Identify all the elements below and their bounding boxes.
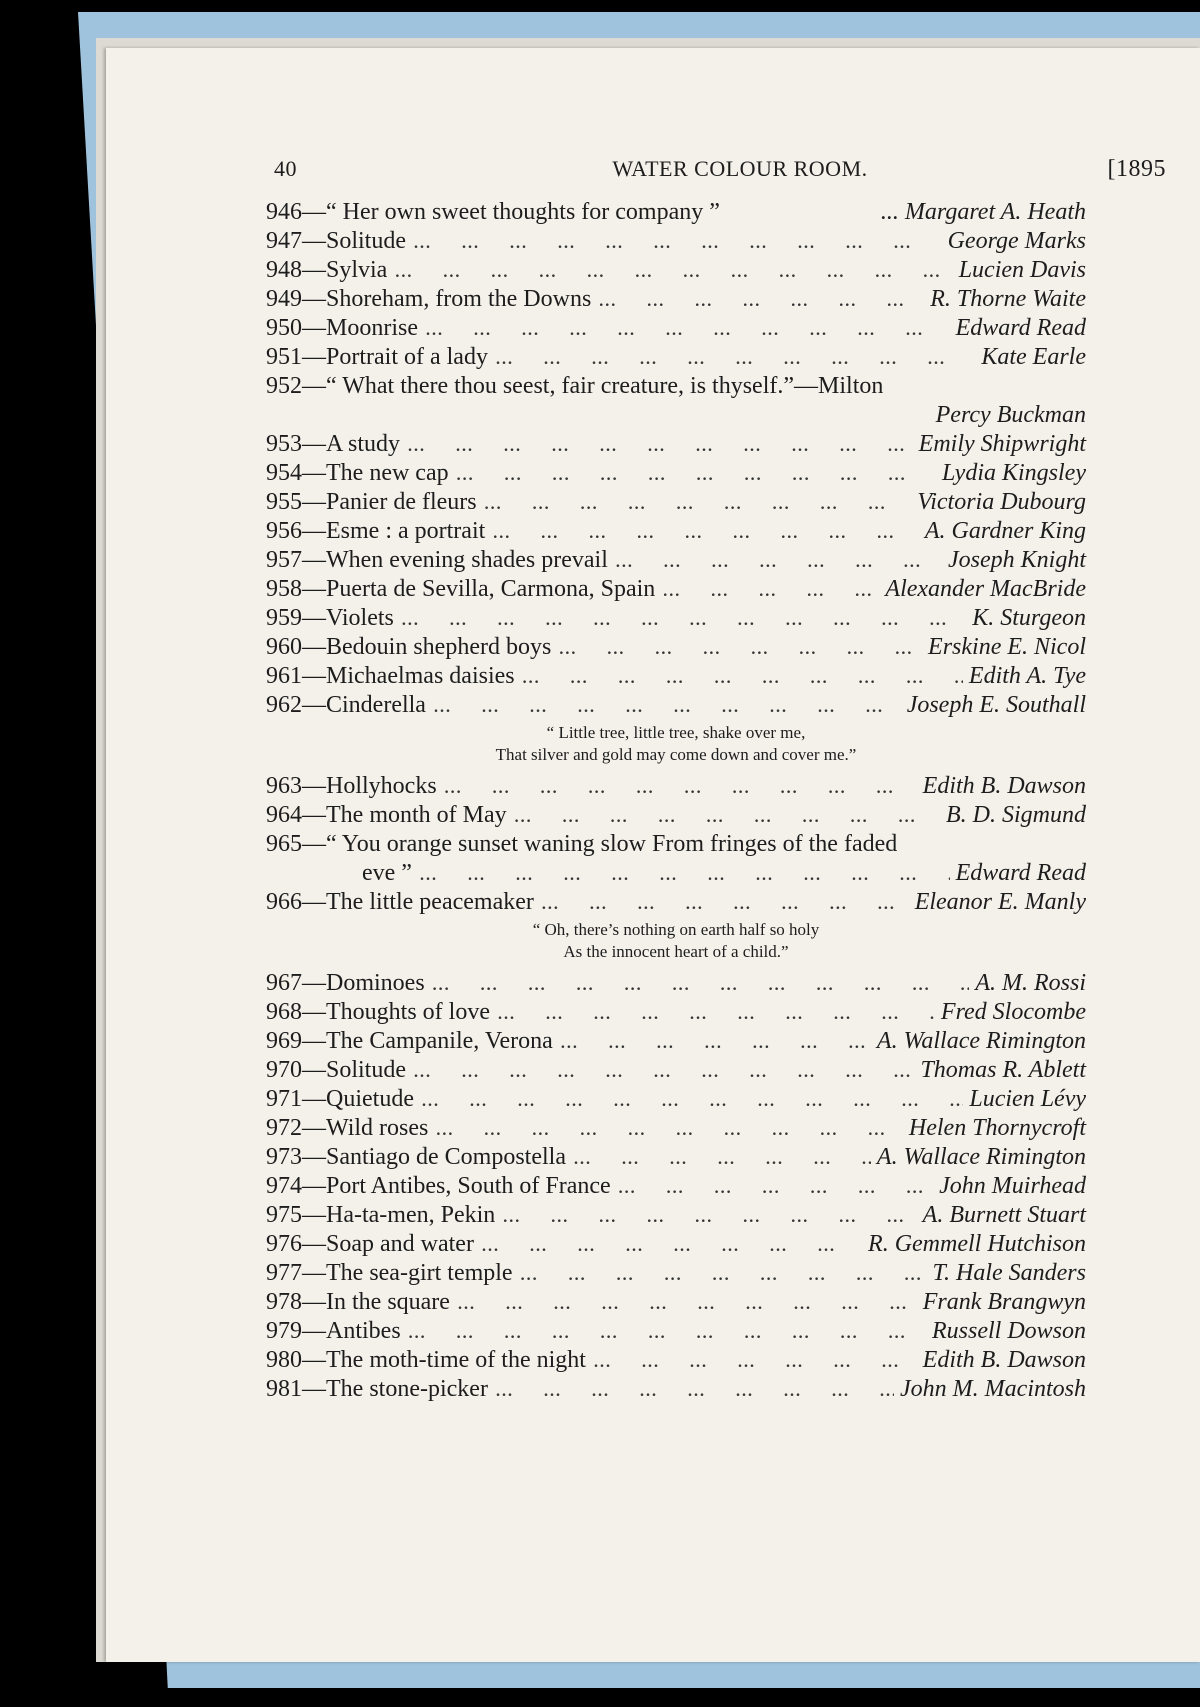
entry-artist: Alexander MacBride — [885, 576, 1086, 602]
entry-artist: Edward Read — [955, 860, 1086, 886]
entry-title: 952—“ What there thou seest, fair creature, is thyself.”—Milton — [266, 373, 884, 399]
dot-leader — [561, 1029, 871, 1058]
entry-artist: Eleanor E. Manly — [914, 889, 1086, 915]
section-title: WATER COLOUR ROOM. — [612, 156, 868, 181]
entry-artist: Russell Dowson — [931, 1318, 1086, 1344]
catalogue-list — [266, 198, 1086, 1404]
entry-artist: A. Wallace Rimington — [876, 1028, 1086, 1054]
dot-leader — [414, 1058, 914, 1087]
entry-950 — [266, 314, 1086, 343]
entry-artist: John M. Macintosh — [900, 1376, 1086, 1402]
entry-title: 980—The moth-time of the night — [266, 1347, 586, 1373]
entry-title: 955—Panier de fleurs — [266, 489, 477, 515]
dot-leader — [515, 803, 940, 832]
dot-leader — [619, 1174, 933, 1203]
entry-artist: T. Hale Sanders — [932, 1260, 1086, 1286]
quote-line: As the innocent heart of a child.” — [563, 942, 789, 961]
entry-title: 949—Shoreham, from the Downs — [266, 286, 592, 312]
entry-956 — [266, 517, 1086, 546]
entry-artist: R. Gemmell Hutchison — [868, 1231, 1086, 1257]
dot-leader — [409, 1319, 926, 1348]
entry-977 — [266, 1259, 1086, 1288]
entry-title: 961—Michaelmas daisies — [266, 663, 515, 689]
entry-967 — [266, 969, 1086, 998]
dot-leader — [408, 432, 913, 461]
entry-976 — [266, 1230, 1086, 1259]
dot-leader — [616, 548, 942, 577]
entry-969 — [266, 1027, 1086, 1056]
entry-artist: A. Gardner King — [924, 518, 1086, 544]
entry-974 — [266, 1172, 1086, 1201]
entry-961 — [266, 662, 1086, 691]
entry-title: 967—Dominoes — [266, 970, 425, 996]
entry-artist: Lydia Kingsley — [942, 460, 1086, 486]
entry-955 — [266, 488, 1086, 517]
entry-artist: Edward Read — [955, 315, 1086, 341]
dot-leader — [498, 1000, 935, 1029]
entry-962 — [266, 691, 1086, 720]
entry-title: 977—The sea-girt temple — [266, 1260, 513, 1286]
entry-artist: Lucien Lévy — [969, 1086, 1086, 1112]
entry-963 — [266, 772, 1086, 801]
entry-title: 963—Hollyhocks — [266, 773, 437, 799]
entry-artist: Victoria Dubourg — [917, 489, 1086, 515]
entry-artist: K. Sturgeon — [972, 605, 1086, 631]
quote-line: “ Little tree, little tree, shake over me, — [546, 723, 806, 742]
entry-title: 953—A study — [266, 431, 401, 457]
entry-artist: Helen Thornycroft — [908, 1115, 1086, 1141]
dot-leader — [414, 229, 942, 258]
entry-952-artist-line — [266, 401, 1086, 430]
entry-artist: Emily Shipwright — [918, 431, 1086, 457]
entry-artist: Erskine E. Nicol — [928, 634, 1086, 660]
dot-leader — [485, 490, 912, 519]
dot-leader — [496, 1377, 894, 1406]
entry-artist: Percy Buckman — [935, 402, 1086, 428]
dot-leader — [542, 890, 909, 919]
entry-artist: ... Margaret A. Heath — [880, 199, 1086, 225]
entry-951 — [266, 343, 1086, 372]
entry-946 — [266, 198, 1086, 227]
entry-artist: Lucien Davis — [958, 257, 1086, 283]
entry-artist: Fred Slocombe — [940, 999, 1086, 1025]
entry-title-continued: eve ” — [362, 860, 412, 886]
entry-title: 965—“ You orange sunset waning slow From fringes of the faded — [266, 831, 898, 857]
entry-artist: A. Wallace Rimington — [876, 1144, 1086, 1170]
entry-title: 978—In the square — [266, 1289, 450, 1315]
entry-title: 979—Antibes — [266, 1318, 401, 1344]
entry-artist: Edith B. Dawson — [922, 773, 1086, 799]
entry-title: 951—Portrait of a lady — [266, 344, 488, 370]
dot-leader — [574, 1145, 871, 1174]
entry-949 — [266, 285, 1086, 314]
entry-artist: John Muirhead — [939, 1173, 1086, 1199]
entry-title: 957—When evening shades prevail — [266, 547, 608, 573]
entry-title: 966—The little peacemaker — [266, 889, 534, 915]
entry-artist: Kate Earle — [981, 344, 1086, 370]
entry-artist: B. D. Sigmund — [946, 802, 1086, 828]
entry-947 — [266, 227, 1086, 256]
entry-title: 971—Quietude — [266, 1086, 414, 1112]
entry-973 — [266, 1143, 1086, 1172]
entry-971 — [266, 1085, 1086, 1114]
dot-leader — [521, 1261, 927, 1290]
entry-title: 972—Wild roses — [266, 1115, 429, 1141]
dot-leader — [426, 316, 950, 345]
dot-leader — [445, 774, 917, 803]
entry-972 — [266, 1114, 1086, 1143]
entry-artist: A. Burnett Stuart — [922, 1202, 1086, 1228]
entry-title: 948—Sylvia — [266, 257, 388, 283]
entry-artist: George Marks — [947, 228, 1086, 254]
entry-975 — [266, 1201, 1086, 1230]
dot-leader — [458, 1290, 917, 1319]
entry-964 — [266, 801, 1086, 830]
dot-leader — [436, 1116, 903, 1145]
dot-leader — [496, 345, 975, 374]
entry-title: 962—Cinderella — [266, 692, 426, 718]
entry-artist: Joseph Knight — [948, 547, 1086, 573]
entry-title: 959—Violets — [266, 605, 394, 631]
dot-leader — [599, 287, 924, 316]
entry-title: 947—Solitude — [266, 228, 407, 254]
entry-959 — [266, 604, 1086, 633]
entry-952 — [266, 372, 1086, 401]
entry-artist: A. M. Rossi — [975, 970, 1086, 996]
entry-978 — [266, 1288, 1086, 1317]
dot-leader — [420, 861, 950, 890]
entry-title: 964—The month of May — [266, 802, 507, 828]
entry-artist: Thomas R. Ablett — [920, 1057, 1086, 1083]
entry-artist: Edith B. Dawson — [922, 1347, 1086, 1373]
page-header — [274, 156, 1200, 196]
dot-leader — [663, 577, 879, 606]
quote-line: “ Oh, there’s nothing on earth half so holy — [532, 920, 820, 939]
entry-title: 958—Puerta de Sevilla, Carmona, Spain — [266, 576, 656, 602]
quote-line: That silver and gold may come down and cover me.” — [495, 745, 857, 764]
dot-leader — [594, 1348, 917, 1377]
entry-title: 970—Solitude — [266, 1057, 407, 1083]
entry-artist: R. Thorne Waite — [930, 286, 1086, 312]
dot-leader — [434, 693, 901, 722]
entry-965 — [266, 830, 1086, 859]
entry-title: 974—Port Antibes, South of France — [266, 1173, 611, 1199]
year-marker: [1895 — [1107, 156, 1166, 182]
entry-980 — [266, 1346, 1086, 1375]
entry-968 — [266, 998, 1086, 1027]
entry-title: 969—The Campanile, Verona — [266, 1028, 553, 1054]
entry-title: 954—The new cap — [266, 460, 449, 486]
entry-title: 968—Thoughts of love — [266, 999, 490, 1025]
dot-leader — [402, 606, 966, 635]
entry-title: 950—Moonrise — [266, 315, 418, 341]
dot-leader — [457, 461, 936, 490]
entry-979 — [266, 1317, 1086, 1346]
entry-965-continued — [266, 859, 1086, 888]
entry-970 — [266, 1056, 1086, 1085]
entry-title: 960—Bedouin shepherd boys — [266, 634, 552, 660]
entry-954 — [266, 459, 1086, 488]
entry-title: 975—Ha-ta-men, Pekin — [266, 1202, 496, 1228]
entry-artist: Frank Brangwyn — [922, 1289, 1086, 1315]
entry-title: 973—Santiago de Compostella — [266, 1144, 566, 1170]
dot-leader — [523, 664, 963, 693]
dot-leader — [482, 1232, 862, 1261]
entry-title: 956—Esme : a portrait — [266, 518, 486, 544]
dot-leader — [503, 1203, 916, 1232]
page-number: 40 — [274, 156, 297, 181]
entry-title: 981—The stone-picker — [266, 1376, 488, 1402]
dot-leader — [422, 1087, 963, 1116]
entry-953 — [266, 430, 1086, 459]
dot-leader — [493, 519, 919, 548]
dot-leader — [433, 971, 970, 1000]
entry-958 — [266, 575, 1086, 604]
entry-artist: Edith A. Tye — [968, 663, 1086, 689]
entry-title: 946—“ Her own sweet thoughts for company ” — [266, 199, 720, 225]
quote-peacemaker — [266, 919, 1086, 963]
entry-artist: Joseph E. Southall — [906, 692, 1086, 718]
entry-966 — [266, 888, 1086, 917]
entry-981 — [266, 1375, 1086, 1404]
quote-cinderella — [266, 722, 1086, 766]
catalogue-page — [106, 48, 1200, 1662]
entry-960 — [266, 633, 1086, 662]
dot-leader — [395, 258, 952, 287]
entry-957 — [266, 546, 1086, 575]
entry-title: 976—Soap and water — [266, 1231, 474, 1257]
entry-948 — [266, 256, 1086, 285]
dot-leader — [559, 635, 922, 664]
